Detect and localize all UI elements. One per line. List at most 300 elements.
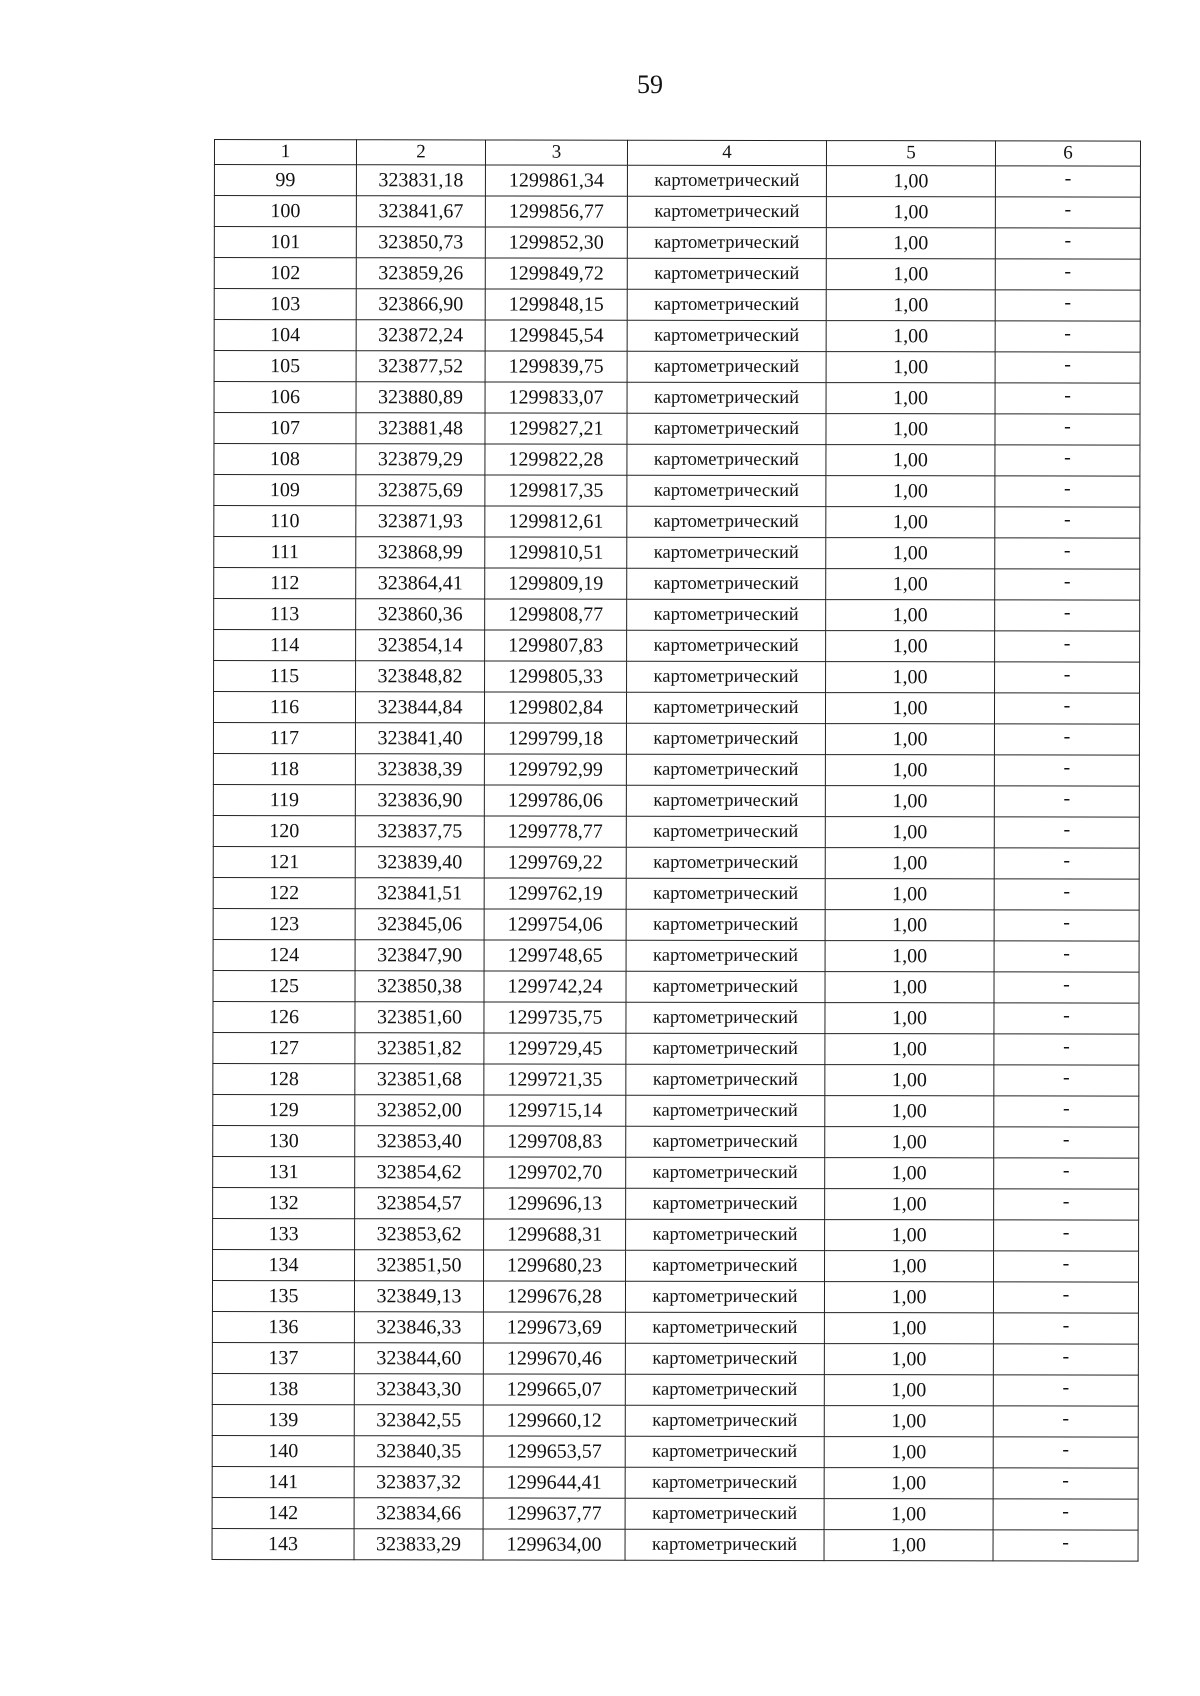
cell-description: -	[995, 228, 1140, 259]
cell-accuracy: 1,00	[825, 1096, 994, 1127]
cell-y: 1299822,28	[485, 444, 627, 475]
cell-y: 1299833,07	[485, 382, 627, 413]
cell-point-number: 103	[214, 289, 356, 320]
table-row	[214, 630, 1140, 663]
cell-method: картометрический	[626, 723, 825, 754]
cell-method: картометрический	[626, 1188, 825, 1219]
cell-description: -	[994, 786, 1139, 817]
cell-method: картометрический	[627, 413, 826, 444]
cell-x: 323843,30	[354, 1374, 483, 1405]
page-number: 59	[637, 70, 663, 99]
cell-method: картометрический	[627, 537, 826, 568]
cell-y: 1299808,77	[485, 599, 627, 630]
cell-x: 323879,29	[356, 444, 485, 475]
cell-y: 1299754,06	[484, 909, 626, 940]
table-row	[214, 320, 1140, 353]
cell-accuracy: 1,00	[825, 910, 994, 941]
cell-description: -	[995, 352, 1140, 383]
cell-accuracy: 1,00	[825, 755, 994, 786]
cell-point-number: 122	[213, 877, 355, 908]
cell-accuracy: 1,00	[825, 1065, 994, 1096]
cell-accuracy: 1,00	[825, 1158, 994, 1189]
cell-point-number: 107	[214, 413, 356, 444]
cell-x: 323854,14	[356, 630, 485, 661]
cell-accuracy: 1,00	[825, 1034, 994, 1065]
cell-x: 323850,38	[355, 971, 484, 1002]
cell-method: картометрический	[625, 1498, 824, 1529]
cell-x: 323844,84	[355, 692, 484, 723]
cell-point-number: 112	[214, 568, 356, 599]
table-row	[214, 599, 1140, 632]
cell-y: 1299688,31	[484, 1219, 626, 1250]
cell-accuracy: 1,00	[826, 414, 995, 445]
table-row	[213, 1063, 1139, 1096]
cell-description: -	[994, 1003, 1139, 1034]
table-row	[213, 1249, 1139, 1282]
cell-y: 1299861,34	[485, 165, 627, 196]
cell-accuracy: 1,00	[824, 1468, 993, 1499]
table-row	[213, 1156, 1139, 1189]
cell-description: -	[994, 1034, 1139, 1065]
cell-y: 1299817,35	[485, 475, 627, 506]
cell-x: 323831,18	[356, 165, 485, 196]
table-row	[213, 939, 1139, 972]
table-row	[214, 413, 1140, 446]
cell-method: картометрический	[627, 351, 826, 382]
cell-description: -	[995, 259, 1140, 290]
table-row	[214, 537, 1140, 570]
table-row	[213, 970, 1139, 1003]
cell-y: 1299665,07	[483, 1374, 625, 1405]
cell-description: -	[994, 1096, 1139, 1127]
cell-method: картометрический	[627, 165, 826, 196]
table-row	[213, 1125, 1139, 1158]
cell-x: 323841,40	[355, 723, 484, 754]
cell-y: 1299809,19	[485, 568, 627, 599]
cell-point-number: 139	[212, 1404, 354, 1435]
cell-y: 1299729,45	[484, 1033, 626, 1064]
cell-description: -	[994, 910, 1139, 941]
cell-method: картометрический	[626, 909, 825, 940]
cell-x: 323853,62	[355, 1219, 484, 1250]
cell-point-number: 120	[213, 815, 355, 846]
cell-description: -	[995, 507, 1140, 538]
cell-point-number: 100	[214, 196, 356, 227]
table-row	[214, 196, 1140, 229]
cell-method: картометрический	[626, 692, 825, 723]
cell-description: -	[993, 1530, 1138, 1561]
cell-method: картометрический	[626, 1219, 825, 1250]
cell-accuracy: 1,00	[826, 662, 995, 693]
cell-method: картометрический	[627, 661, 826, 692]
cell-accuracy: 1,00	[824, 1530, 993, 1561]
cell-method: картометрический	[627, 196, 826, 227]
cell-accuracy: 1,00	[825, 724, 994, 755]
cell-point-number: 111	[214, 537, 356, 568]
table-row	[212, 1435, 1138, 1468]
table-row	[214, 661, 1140, 694]
table-row	[213, 784, 1139, 817]
cell-x: 323851,82	[355, 1033, 484, 1064]
cell-point-number: 127	[213, 1032, 355, 1063]
cell-method: картометрический	[627, 630, 826, 661]
table-row	[213, 753, 1139, 786]
cell-description: -	[994, 755, 1139, 786]
cell-method: картометрический	[626, 1033, 825, 1064]
cell-y: 1299702,70	[484, 1157, 626, 1188]
cell-description: -	[994, 1189, 1139, 1220]
table-body	[212, 165, 1140, 1562]
cell-description: -	[993, 1499, 1138, 1530]
coordinates-table	[212, 139, 1141, 1562]
cell-method: картометрический	[627, 568, 826, 599]
cell-x: 323841,67	[356, 196, 485, 227]
cell-point-number: 136	[212, 1311, 354, 1342]
cell-point-number: 142	[212, 1497, 354, 1528]
cell-point-number: 104	[214, 320, 356, 351]
cell-description: -	[995, 290, 1140, 321]
cell-description: -	[994, 1251, 1139, 1282]
cell-accuracy: 1,00	[826, 600, 995, 631]
cell-x: 323834,66	[354, 1498, 483, 1529]
cell-description: -	[995, 569, 1140, 600]
table-row	[214, 568, 1140, 601]
cell-x: 323881,48	[356, 413, 485, 444]
cell-method: картометрический	[627, 599, 826, 630]
cell-x: 323866,90	[356, 289, 485, 320]
cell-method: картометрический	[625, 1312, 824, 1343]
cell-description: -	[993, 1344, 1138, 1375]
cell-accuracy: 1,00	[824, 1406, 993, 1437]
cell-x: 323853,40	[355, 1126, 484, 1157]
cell-accuracy: 1,00	[824, 1499, 993, 1530]
cell-accuracy: 1,00	[826, 383, 995, 414]
cell-accuracy: 1,00	[826, 259, 995, 290]
cell-y: 1299742,24	[484, 971, 626, 1002]
cell-x: 323847,90	[355, 940, 484, 971]
cell-accuracy: 1,00	[825, 848, 994, 879]
cell-point-number: 132	[213, 1187, 355, 1218]
cell-description: -	[994, 1065, 1139, 1096]
table-row	[214, 289, 1140, 322]
table-row	[214, 444, 1140, 477]
cell-description: -	[995, 631, 1140, 662]
cell-description: -	[994, 1127, 1139, 1158]
cell-x: 323854,57	[355, 1188, 484, 1219]
cell-y: 1299839,75	[485, 351, 627, 382]
table-row	[213, 815, 1139, 848]
cell-y: 1299653,57	[483, 1436, 625, 1467]
table-row	[212, 1311, 1138, 1344]
table-row	[212, 1342, 1138, 1375]
cell-description: -	[995, 600, 1140, 631]
cell-method: картометрический	[626, 754, 825, 785]
cell-x: 323839,40	[355, 847, 484, 878]
table-row	[213, 1001, 1139, 1034]
cell-description: -	[995, 662, 1140, 693]
table-row	[214, 382, 1140, 415]
cell-accuracy: 1,00	[826, 166, 995, 197]
cell-method: картометрический	[625, 1529, 824, 1560]
cell-accuracy: 1,00	[825, 817, 994, 848]
cell-method: картометрический	[626, 971, 825, 1002]
cell-y: 1299644,41	[483, 1467, 625, 1498]
cell-method: картометрический	[626, 816, 825, 847]
table-row	[213, 692, 1139, 725]
cell-y: 1299805,33	[485, 661, 627, 692]
cell-accuracy: 1,00	[825, 879, 994, 910]
table-header-row	[214, 140, 1140, 167]
cell-point-number: 133	[213, 1218, 355, 1249]
cell-description: -	[993, 1282, 1138, 1313]
table-row	[214, 258, 1140, 291]
cell-accuracy: 1,00	[825, 1189, 994, 1220]
cell-point-number: 108	[214, 444, 356, 475]
cell-method: картометрический	[625, 1343, 824, 1374]
cell-y: 1299778,77	[484, 816, 626, 847]
table-row	[213, 723, 1139, 756]
cell-accuracy: 1,00	[826, 538, 995, 569]
cell-y: 1299802,84	[484, 692, 626, 723]
cell-point-number: 102	[214, 258, 356, 289]
cell-point-number: 117	[213, 723, 355, 754]
cell-x: 323852,00	[355, 1095, 484, 1126]
cell-point-number: 130	[213, 1125, 355, 1156]
cell-method: картометрический	[625, 1405, 824, 1436]
cell-accuracy: 1,00	[825, 1127, 994, 1158]
cell-description: -	[993, 1375, 1138, 1406]
cell-method: картометрический	[626, 847, 825, 878]
cell-description: -	[994, 972, 1139, 1003]
cell-x: 323844,60	[354, 1343, 483, 1374]
cell-method: картометрический	[626, 1157, 825, 1188]
column-header-accuracy: 5	[826, 141, 995, 166]
cell-y: 1299786,06	[484, 785, 626, 816]
column-header-description: 6	[995, 141, 1140, 166]
column-header-method: 4	[627, 140, 826, 165]
cell-accuracy: 1,00	[824, 1437, 993, 1468]
cell-point-number: 123	[213, 908, 355, 939]
table-row	[213, 1187, 1139, 1220]
cell-accuracy: 1,00	[825, 1251, 994, 1282]
cell-point-number: 99	[214, 165, 356, 196]
cell-x: 323875,69	[356, 475, 485, 506]
cell-x: 323846,33	[354, 1312, 483, 1343]
table-row	[214, 506, 1140, 539]
cell-y: 1299721,35	[484, 1064, 626, 1095]
table-row	[214, 165, 1140, 198]
cell-y: 1299715,14	[484, 1095, 626, 1126]
cell-y: 1299660,12	[483, 1405, 625, 1436]
cell-point-number: 143	[212, 1528, 354, 1559]
cell-point-number: 126	[213, 1001, 355, 1032]
cell-y: 1299673,69	[483, 1312, 625, 1343]
cell-x: 323840,35	[354, 1436, 483, 1467]
cell-y: 1299769,22	[484, 847, 626, 878]
cell-accuracy: 1,00	[826, 197, 995, 228]
cell-x: 323841,51	[355, 878, 484, 909]
cell-point-number: 129	[213, 1094, 355, 1125]
cell-x: 323848,82	[356, 661, 485, 692]
cell-x: 323851,50	[355, 1250, 484, 1281]
table-row	[212, 1404, 1138, 1437]
cell-y: 1299810,51	[485, 537, 627, 568]
cell-y: 1299634,00	[483, 1529, 625, 1560]
cell-point-number: 105	[214, 351, 356, 382]
cell-accuracy: 1,00	[826, 476, 995, 507]
cell-point-number: 115	[214, 661, 356, 692]
cell-description: -	[995, 476, 1140, 507]
cell-description: -	[994, 1220, 1139, 1251]
cell-y: 1299762,19	[484, 878, 626, 909]
cell-x: 323864,41	[356, 568, 485, 599]
cell-x: 323838,39	[355, 754, 484, 785]
cell-method: картометрический	[626, 1250, 825, 1281]
cell-point-number: 135	[212, 1280, 354, 1311]
cell-x: 323851,60	[355, 1002, 484, 1033]
cell-point-number: 113	[214, 599, 356, 630]
cell-description: -	[993, 1437, 1138, 1468]
cell-accuracy: 1,00	[825, 941, 994, 972]
table-row	[213, 846, 1139, 879]
table-row	[212, 1373, 1138, 1406]
cell-point-number: 125	[213, 970, 355, 1001]
cell-description: -	[993, 1468, 1138, 1499]
cell-description: -	[994, 1158, 1139, 1189]
cell-method: картометрический	[625, 1281, 824, 1312]
cell-accuracy: 1,00	[824, 1344, 993, 1375]
cell-description: -	[995, 321, 1140, 352]
table-row	[212, 1528, 1138, 1561]
cell-x: 323845,06	[355, 909, 484, 940]
cell-accuracy: 1,00	[826, 321, 995, 352]
column-header-point-number: 1	[214, 140, 356, 165]
cell-description: -	[995, 383, 1140, 414]
cell-accuracy: 1,00	[826, 507, 995, 538]
cell-x: 323859,26	[356, 258, 485, 289]
cell-point-number: 114	[214, 630, 356, 661]
cell-y: 1299827,21	[485, 413, 627, 444]
cell-accuracy: 1,00	[826, 228, 995, 259]
cell-x: 323854,62	[355, 1157, 484, 1188]
cell-accuracy: 1,00	[826, 352, 995, 383]
coordinates-table-container	[212, 139, 1141, 1562]
cell-y: 1299848,15	[485, 289, 627, 320]
column-header-y: 3	[485, 140, 627, 165]
cell-point-number: 124	[213, 939, 355, 970]
cell-method: картометрический	[627, 320, 826, 351]
cell-method: картометрический	[625, 1374, 824, 1405]
cell-method: картометрический	[627, 475, 826, 506]
cell-method: картометрический	[626, 940, 825, 971]
cell-description: -	[993, 1406, 1138, 1437]
cell-y: 1299856,77	[485, 196, 627, 227]
cell-accuracy: 1,00	[825, 786, 994, 817]
cell-method: картометрический	[626, 1002, 825, 1033]
cell-description: -	[994, 941, 1139, 972]
cell-y: 1299676,28	[483, 1281, 625, 1312]
cell-accuracy: 1,00	[825, 1003, 994, 1034]
cell-y: 1299845,54	[485, 320, 627, 351]
cell-method: картометрический	[627, 444, 826, 475]
cell-point-number: 138	[212, 1373, 354, 1404]
cell-point-number: 131	[213, 1156, 355, 1187]
cell-x: 323860,36	[356, 599, 485, 630]
cell-method: картометрический	[627, 382, 826, 413]
cell-method: картометрический	[627, 506, 826, 537]
cell-point-number: 141	[212, 1466, 354, 1497]
cell-accuracy: 1,00	[826, 569, 995, 600]
cell-x: 323837,32	[354, 1467, 483, 1498]
cell-method: картометрический	[627, 289, 826, 320]
cell-method: картометрический	[625, 1436, 824, 1467]
cell-method: картометрический	[626, 1095, 825, 1126]
cell-y: 1299680,23	[484, 1250, 626, 1281]
cell-point-number: 116	[213, 692, 355, 723]
cell-description: -	[995, 445, 1140, 476]
cell-description: -	[995, 414, 1140, 445]
cell-x: 323851,68	[355, 1064, 484, 1095]
cell-description: -	[994, 817, 1139, 848]
cell-description: -	[994, 848, 1139, 879]
cell-x: 323836,90	[355, 785, 484, 816]
cell-method: картометрический	[625, 1467, 824, 1498]
table-row	[212, 1466, 1138, 1499]
cell-description: -	[994, 724, 1139, 755]
cell-accuracy: 1,00	[824, 1375, 993, 1406]
cell-method: картометрический	[626, 878, 825, 909]
cell-point-number: 118	[213, 753, 355, 784]
cell-accuracy: 1,00	[825, 693, 994, 724]
cell-method: картометрический	[626, 1064, 825, 1095]
cell-x: 323850,73	[356, 227, 485, 258]
cell-method: картометрический	[627, 258, 826, 289]
cell-y: 1299852,30	[485, 227, 627, 258]
cell-y: 1299748,65	[484, 940, 626, 971]
cell-point-number: 134	[213, 1249, 355, 1280]
cell-y: 1299670,46	[483, 1343, 625, 1374]
table-row	[213, 1218, 1139, 1251]
cell-method: картометрический	[626, 785, 825, 816]
cell-accuracy: 1,00	[824, 1313, 993, 1344]
cell-accuracy: 1,00	[825, 972, 994, 1003]
table-row	[213, 908, 1139, 941]
cell-x: 323837,75	[355, 816, 484, 847]
cell-point-number: 128	[213, 1063, 355, 1094]
cell-x: 323877,52	[356, 351, 485, 382]
cell-x: 323872,24	[356, 320, 485, 351]
cell-x: 323842,55	[354, 1405, 483, 1436]
table-row	[213, 1094, 1139, 1127]
table-row	[214, 227, 1140, 260]
cell-y: 1299735,75	[484, 1002, 626, 1033]
cell-y: 1299637,77	[483, 1498, 625, 1529]
cell-accuracy: 1,00	[824, 1282, 993, 1313]
cell-x: 323849,13	[354, 1281, 483, 1312]
cell-description: -	[995, 538, 1140, 569]
cell-y: 1299812,61	[485, 506, 627, 537]
cell-point-number: 137	[212, 1342, 354, 1373]
cell-accuracy: 1,00	[825, 1220, 994, 1251]
cell-method: картометрический	[626, 1126, 825, 1157]
cell-x: 323868,99	[356, 537, 485, 568]
cell-point-number: 101	[214, 227, 356, 258]
cell-accuracy: 1,00	[826, 631, 995, 662]
cell-description: -	[993, 1313, 1138, 1344]
column-header-x: 2	[356, 140, 485, 165]
cell-point-number: 140	[212, 1435, 354, 1466]
cell-accuracy: 1,00	[826, 445, 995, 476]
